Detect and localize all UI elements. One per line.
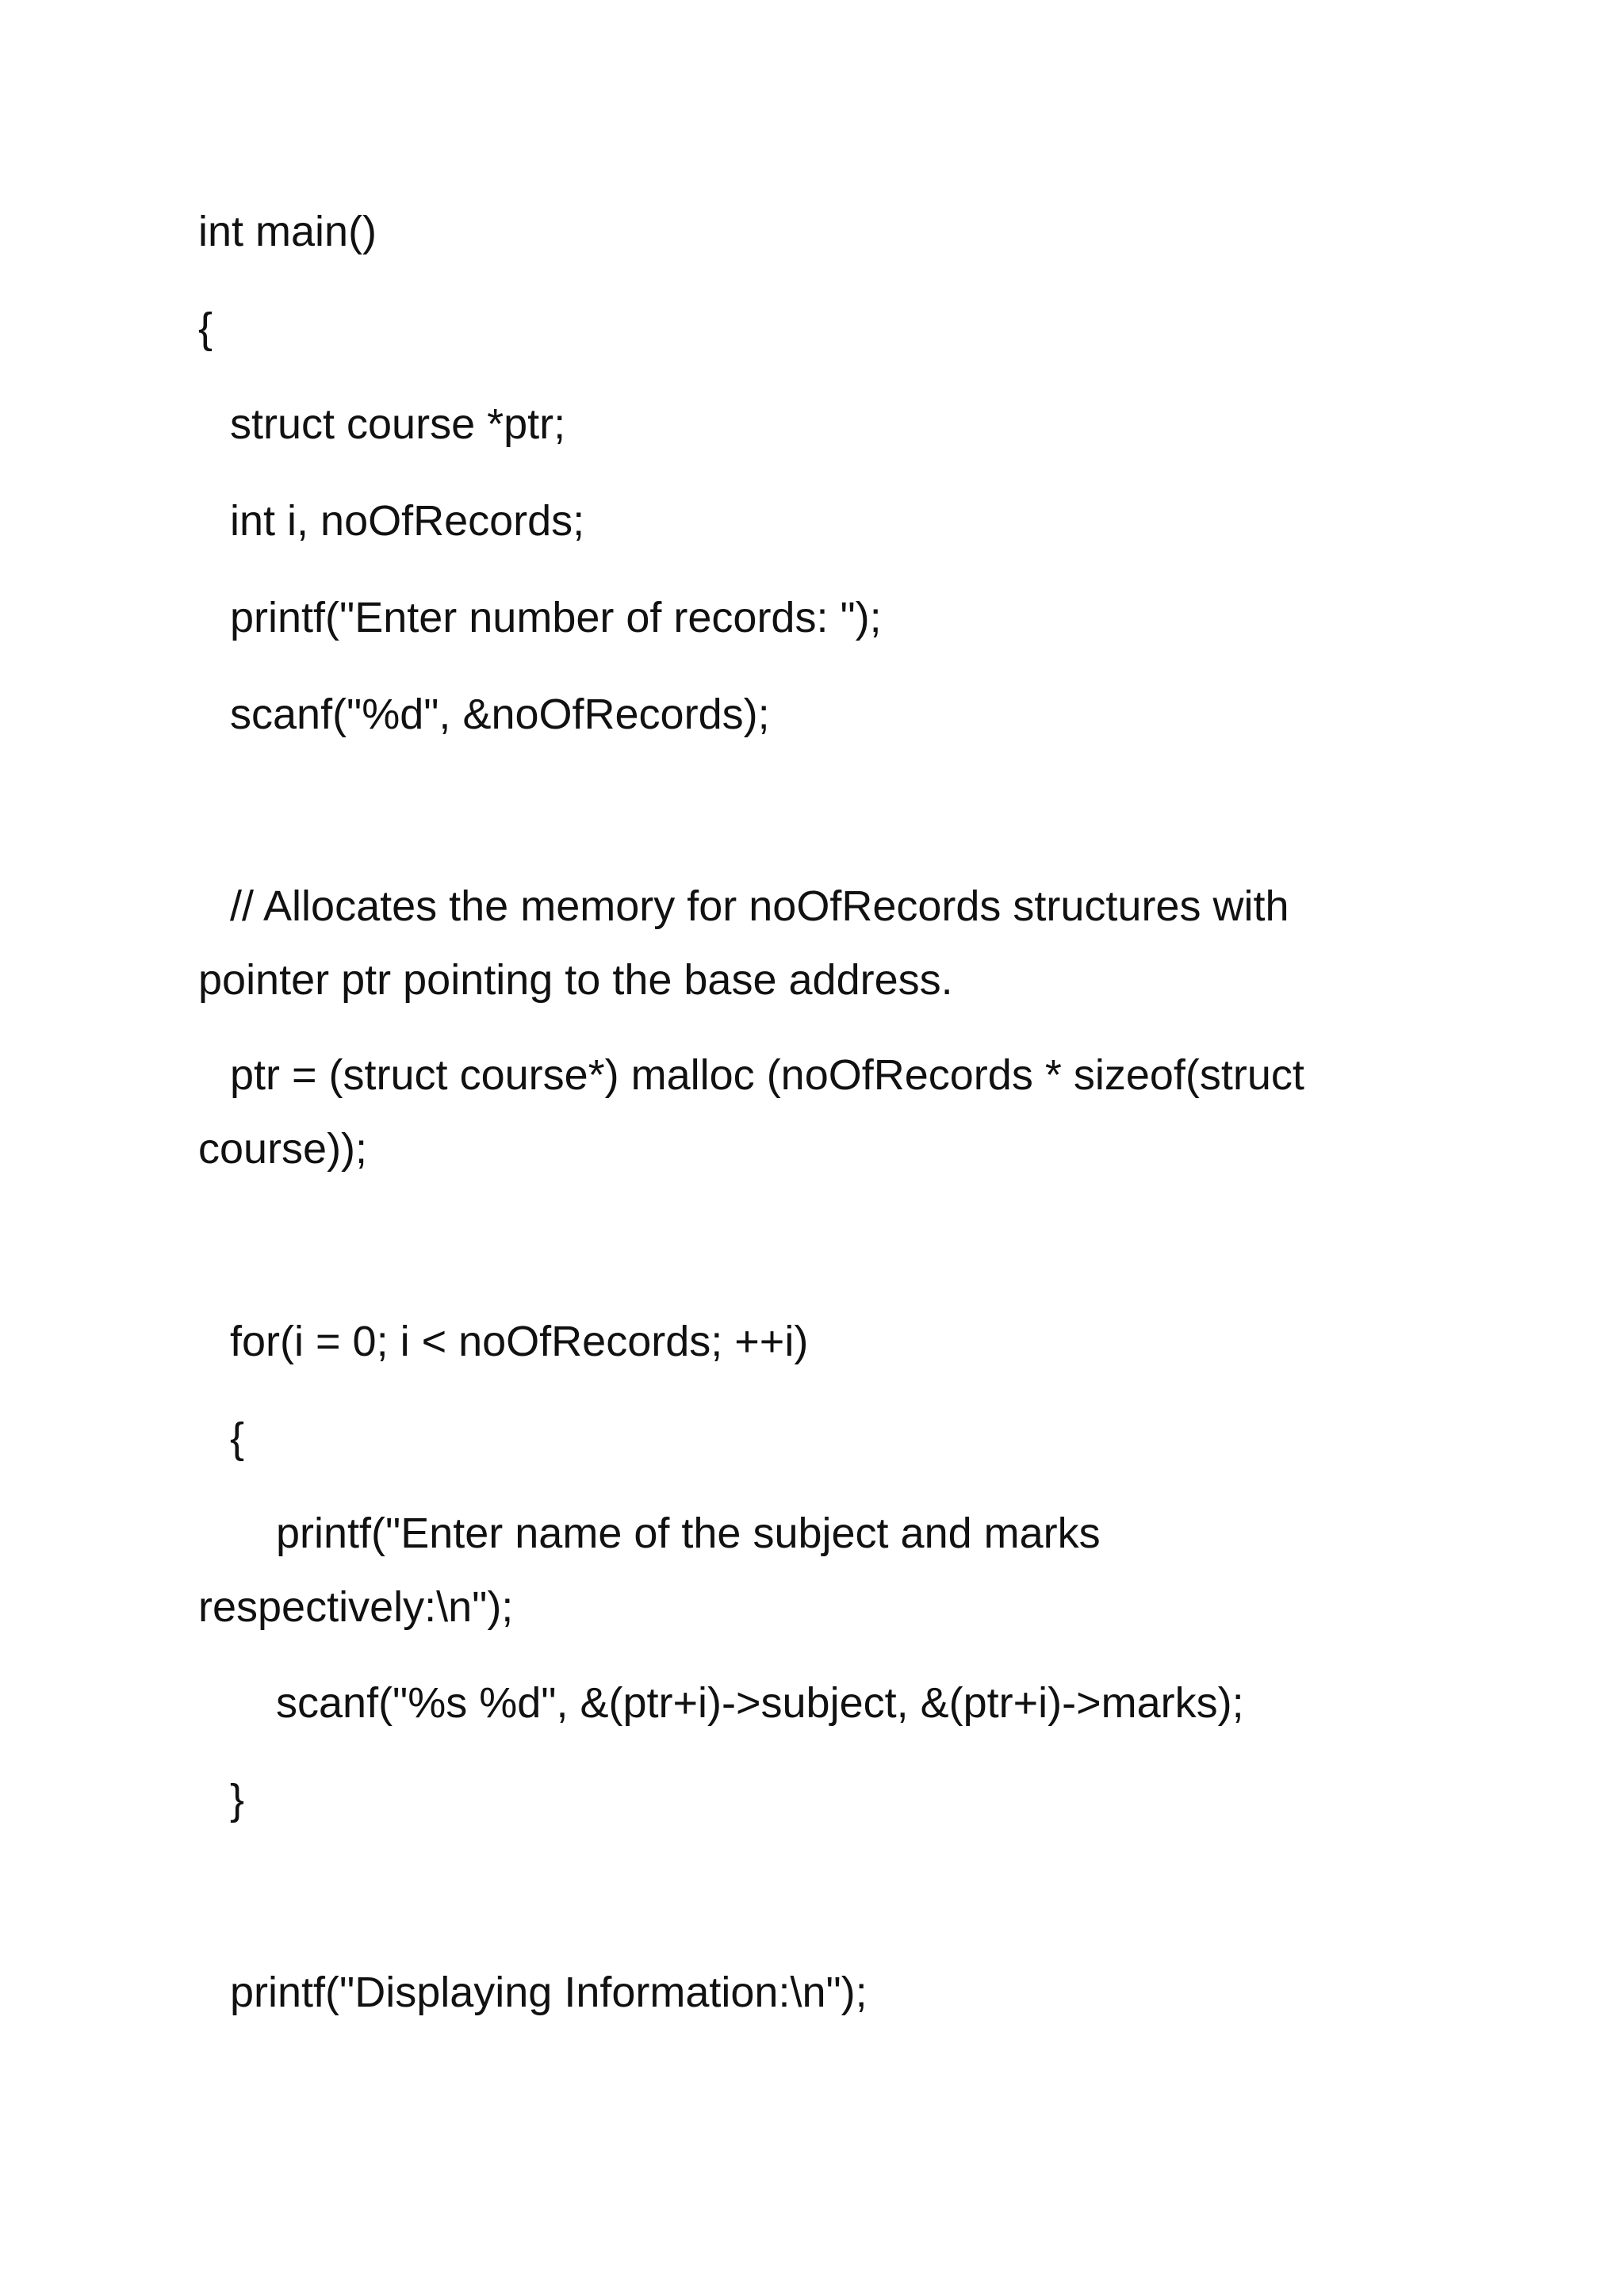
- code-line: {: [230, 1414, 245, 1462]
- code-line: int main(): [198, 208, 377, 255]
- code-line: respectively:\n");: [198, 1583, 514, 1631]
- code-comment-line: pointer ptr pointing to the base address.: [198, 956, 953, 1004]
- code-line: for(i = 0; i < noOfRecords; ++i): [230, 1318, 809, 1365]
- code-line: }: [230, 1776, 245, 1823]
- code-line: int i, noOfRecords;: [230, 497, 585, 545]
- code-line: printf("Displaying Information:\n");: [230, 1969, 868, 2016]
- code-line: ptr = (struct course*) malloc (noOfRecords * sizeof(struct: [230, 1051, 1304, 1099]
- code-line: printf("Enter number of records: ");: [230, 594, 882, 641]
- code-comment-line: // Allocates the memory for noOfRecords structures with: [230, 882, 1289, 930]
- code-line: course));: [198, 1125, 368, 1173]
- code-line: struct course *ptr;: [230, 400, 566, 448]
- code-line: scanf("%s %d", &(ptr+i)->subject, &(ptr+i)->marks);: [276, 1679, 1244, 1727]
- code-line: {: [198, 304, 213, 352]
- code-line: printf("Enter name of the subject and marks: [276, 1510, 1101, 1557]
- code-line: scanf("%d", &noOfRecords);: [230, 691, 770, 738]
